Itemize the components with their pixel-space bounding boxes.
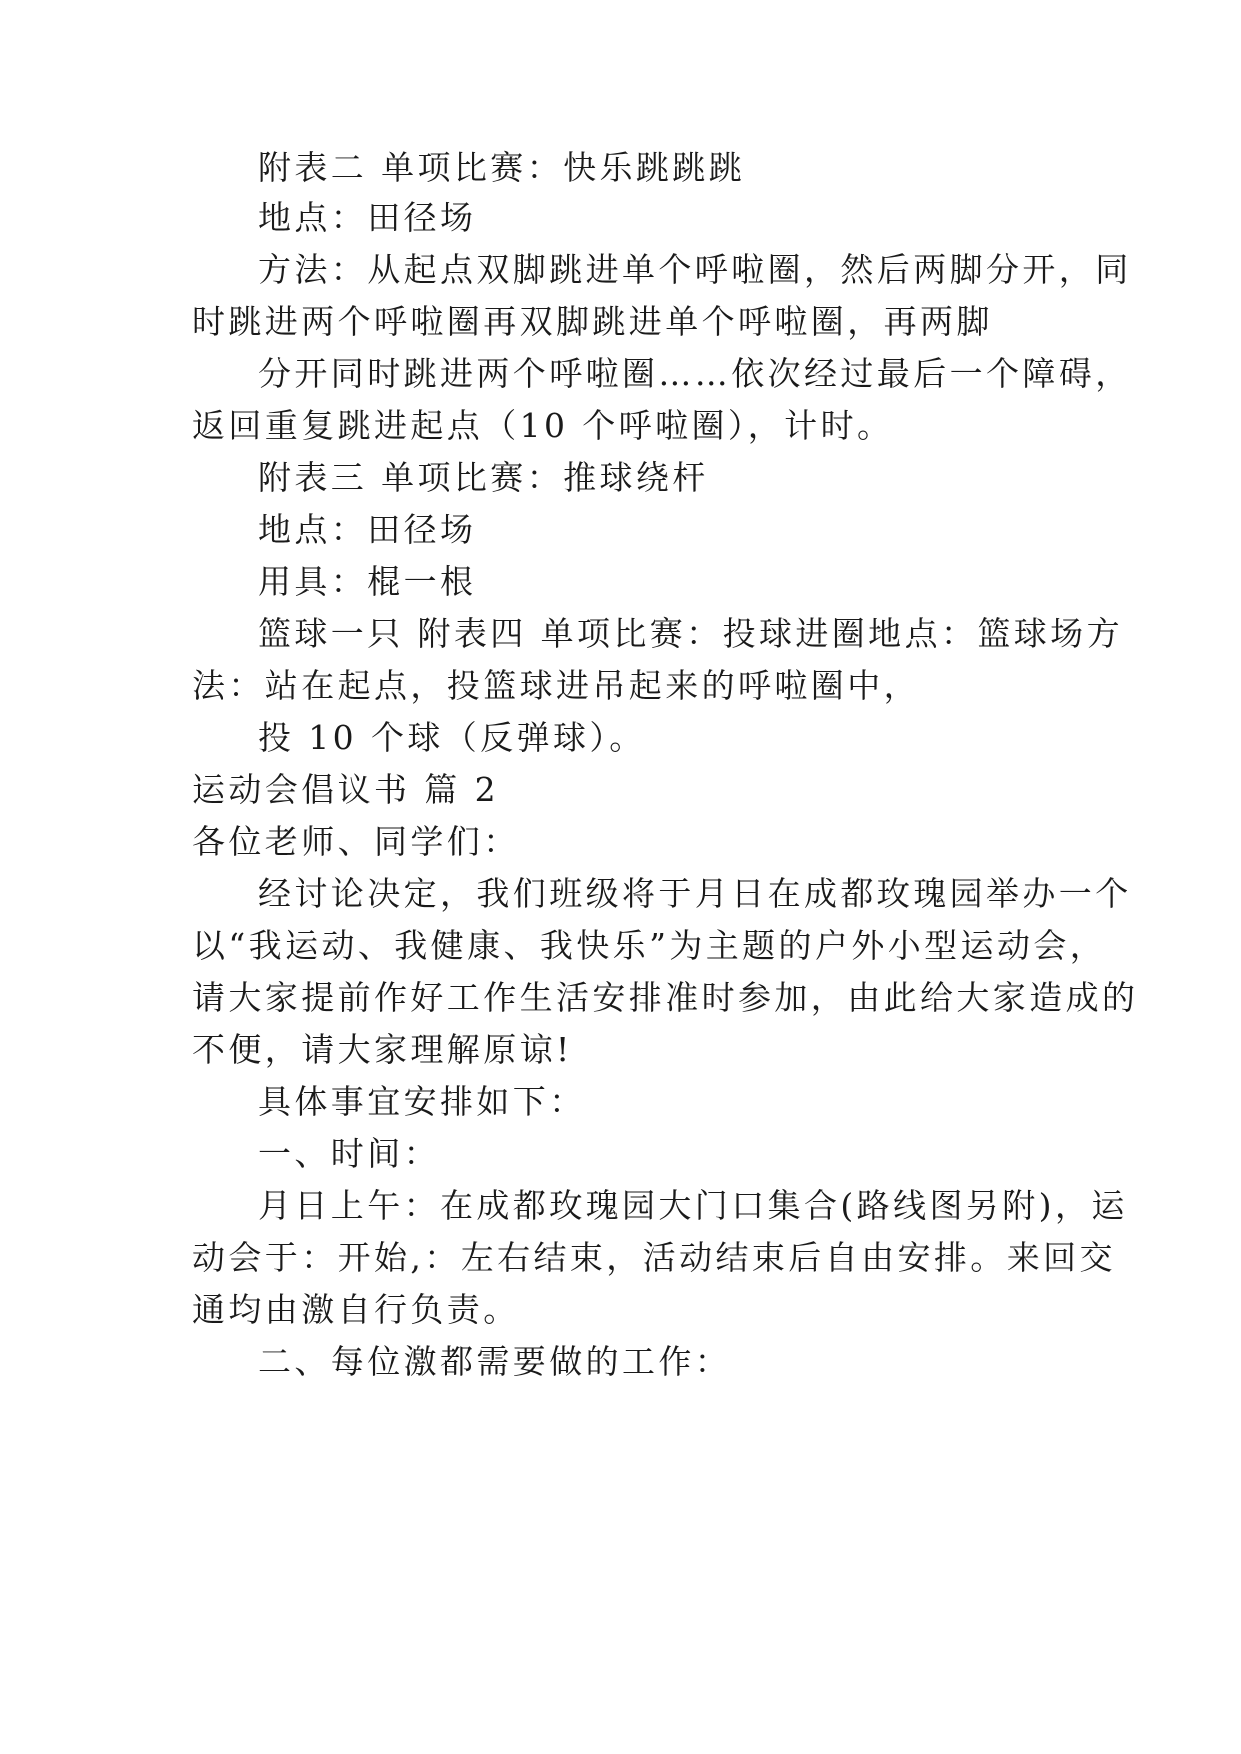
appendix-4-line-2: 法：站在起点，投篮球进吊起来的呼啦圈中， [192,666,920,705]
appendix-2-method-line-3: 分开同时跳进两个呼啦圈……依次经过最后一个障碍， [258,354,1132,393]
item-2-heading: 二、每位激都需要做的工作： [258,1342,732,1381]
appendix-3-location: 地点：田径场 [258,510,477,549]
appendix-3-heading: 附表三 单项比赛：推球绕杆 [258,458,709,497]
body-paragraph-1-line-4: 不便，请大家理解原谅! [192,1030,573,1069]
appendix-2-method-line-4: 返回重复跳进起点（10 个呼啦圈），计时。 [192,406,894,445]
appendix-3-equipment: 用具：棍一根 [258,562,477,601]
arrangements-intro: 具体事宜安排如下： [258,1082,586,1121]
appendix-2-method-line-1: 方法：从起点双脚跳进单个呼啦圈，然后两脚分开，同 [258,250,1132,289]
appendix-2-method-line-2: 时跳进两个呼啦圈再双脚跳进单个呼啦圈，再两脚 [192,302,993,341]
appendix-4-line-3: 投 10 个球（反弹球）。 [258,718,646,757]
body-paragraph-1-line-2: 以“我运动、我健康、我快乐”为主题的户外小型运动会， [192,926,1107,965]
body-paragraph-1-line-3: 请大家提前作好工作生活安排准时参加，由此给大家造成的 [192,978,1139,1017]
body-paragraph-1-line-1: 经讨论决定，我们班级将于月日在成都玫瑰园举办一个 [258,874,1132,913]
salutation: 各位老师、同学们： [192,822,520,861]
appendix-2-location: 地点：田径场 [258,198,477,237]
section-title: 运动会倡议书 篇 2 [192,770,499,809]
appendix-4-line-1: 篮球一只 附表四 单项比赛：投球进圈地点：篮球场方 [258,614,1123,653]
item-1-line-1: 月日上午：在成都玫瑰园大门口集合(路线图另附)，运 [258,1186,1128,1225]
appendix-2-heading: 附表二 单项比赛：快乐跳跳跳 [258,148,746,187]
item-1-line-3: 通均由激自行负责。 [192,1290,520,1329]
item-1-line-2: 动会于：开始,：左右结束，活动结束后自由安排。来回交 [192,1238,1116,1277]
item-1-heading: 一、时间： [258,1134,440,1173]
